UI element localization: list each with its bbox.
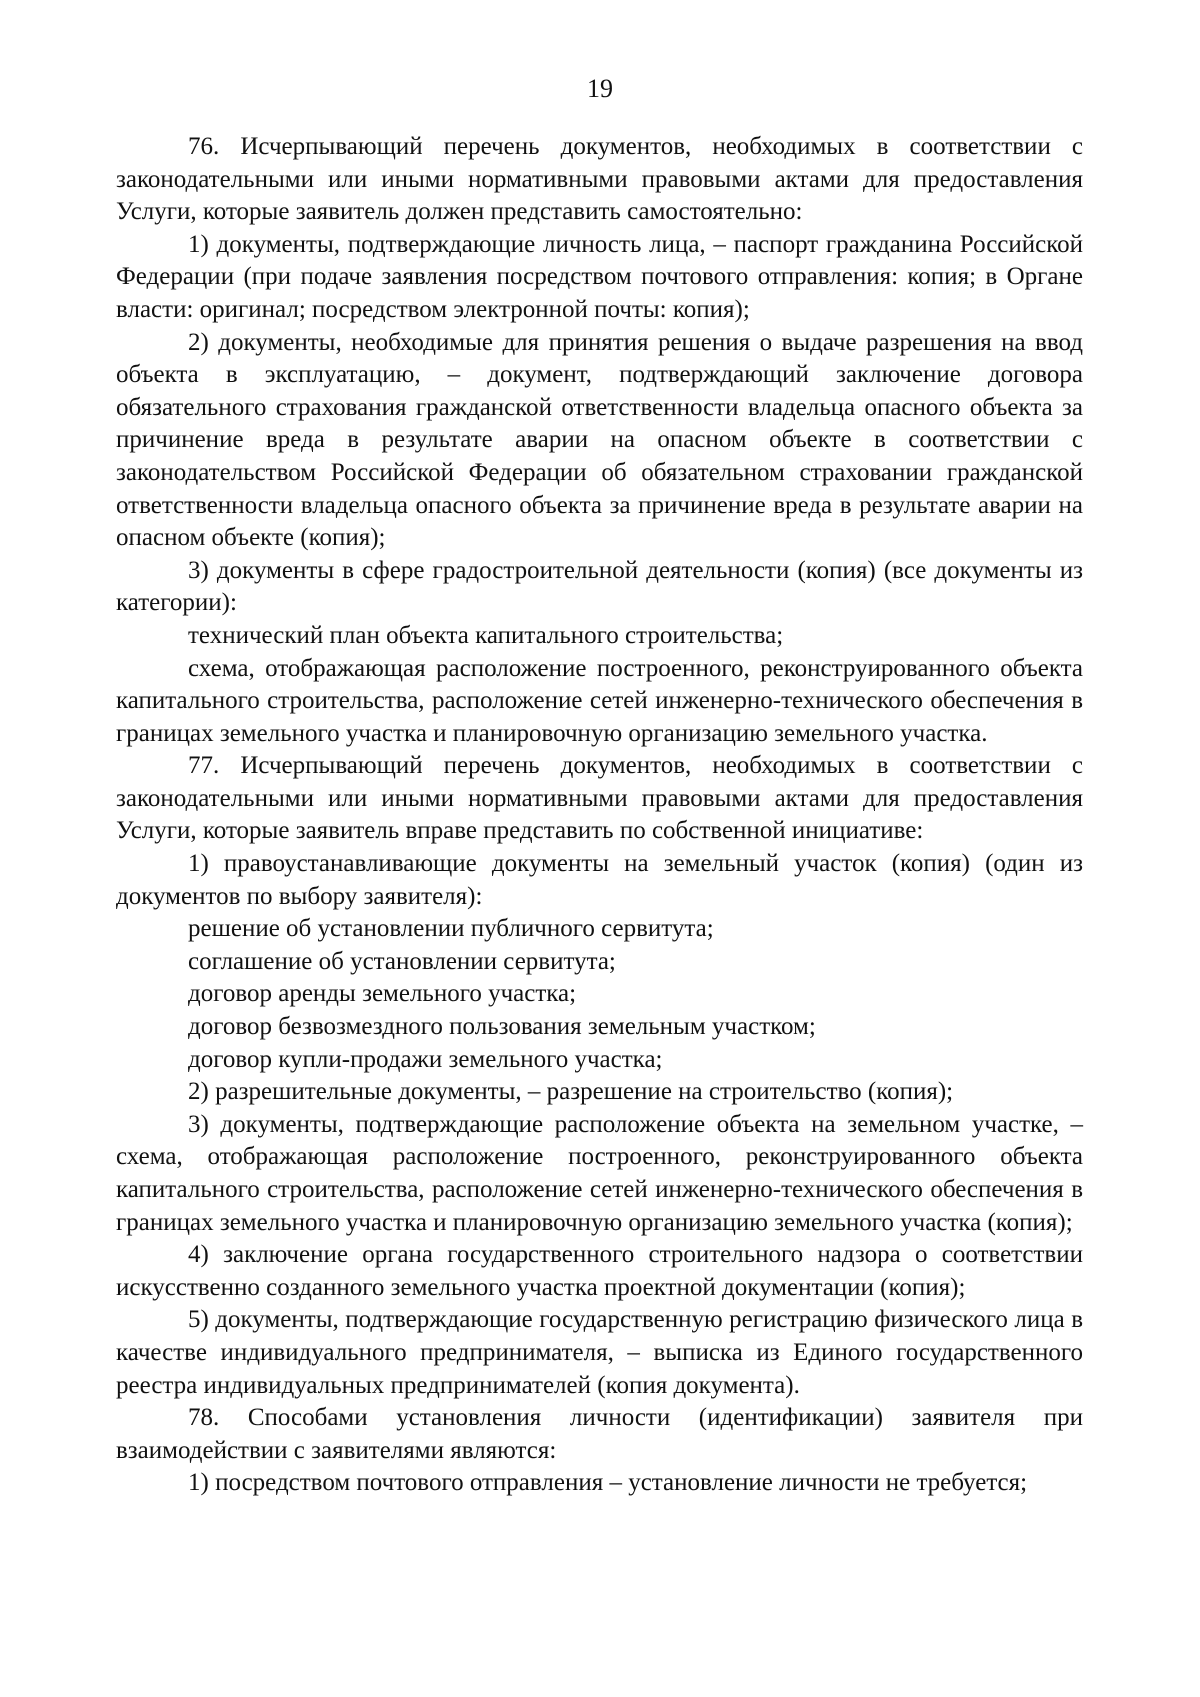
list-item-sale-agreement: договор купли-продажи земельного участка; [188,1045,663,1073]
paragraph-77-item-5: 5) документы, подтверждающие государственную регистрацию физического лица в качестве индивидуального предпринимателя, – выписка из Единого государственного реестра индивидуальных предпринимателей (копия документа). [116,1306,1083,1399]
page-number: 19 [587,74,613,103]
paragraph-77-item-1: 1) правоустанавливающие документы на земельный участок (копия) (один из документов по выбору заявителя): [116,850,1083,910]
paragraph-76-intro: 76. Исчерпывающий перечень документов, необходимых в соответствии с законодательными или иными нормативными правовыми актами для предоставления Услуги, которые заявитель должен представить самостоятельно: [116,133,1083,226]
document-body [116,131,1083,1500]
paragraph-78-item-1: 1) посредством почтового отправления – установление личности не требуется; [188,1469,1028,1497]
list-item-technical-plan: технический план объекта капитального строительства; [188,621,784,649]
list-item-public-servitude: решение об установлении публичного сервитута; [188,915,714,943]
paragraph-76-item-2: 2) документы, необходимые для принятия решения о выдаче разрешения на ввод объекта в эксплуатацию, – документ, подтверждающий заключение договора обязательного страхования гражданской ответственности владельца опасного объекта за причинение вреда в результате аварии на опасном объекте в соответствии с законодательством Российской Федерации об обязательном страховании гражданской ответственности владельца опасного объекта за причинение вреда в результате аварии на опасном объекте (копия); [116,328,1083,552]
list-item-servitude-agreement: соглашение об установлении сервитута; [188,947,616,975]
list-item-lease-agreement: договор аренды земельного участка; [188,980,577,1008]
paragraph-77-intro: 77. Исчерпывающий перечень документов, необходимых в соответствии с законодательными или иными нормативными правовыми актами для предоставления Услуги, которые заявитель вправе представить по собственной инициативе: [116,752,1083,845]
paragraph-76-item-1: 1) документы, подтверждающие личность лица, – паспорт гражданина Российской Федерации (при подаче заявления посредством почтового отправления: копия; в Органе власти: оригинал; посредством электронной почты: копия); [116,230,1083,323]
paragraph-77-item-4: 4) заключение органа государственного строительного надзора о соответствии искусственно созданного земельного участка проектной документации (копия); [116,1241,1083,1301]
paragraph-77-item-2: 2) разрешительные документы, – разрешение на строительство (копия); [188,1078,954,1106]
paragraph-76-item-3: 3) документы в сфере градостроительной деятельности (копия) (все документы из категории): [116,556,1083,617]
list-item-free-use-agreement: договор безвозмездного пользования земельным участком; [188,1013,816,1041]
paragraph-77-item-3: 3) документы, подтверждающие расположение объекта на земельном участке, – схема, отображающая расположение построенного, реконструированного объекта капитального строительства, расположение сетей инженерно-технического обеспечения в границах земельного участка и планировочную организацию земельного участка (копия); [116,1110,1083,1236]
paragraph-78-intro: 78. Способами установления личности (идентификации) заявителя при взаимодействии с заявителями являются: [116,1404,1083,1464]
list-item-scheme: схема, отображающая расположение построенного, реконструированного объекта капитального строительства, расположение сетей инженерно-технического обеспечения в границах земельного участка и планировочную организацию земельного участка. [116,654,1083,747]
